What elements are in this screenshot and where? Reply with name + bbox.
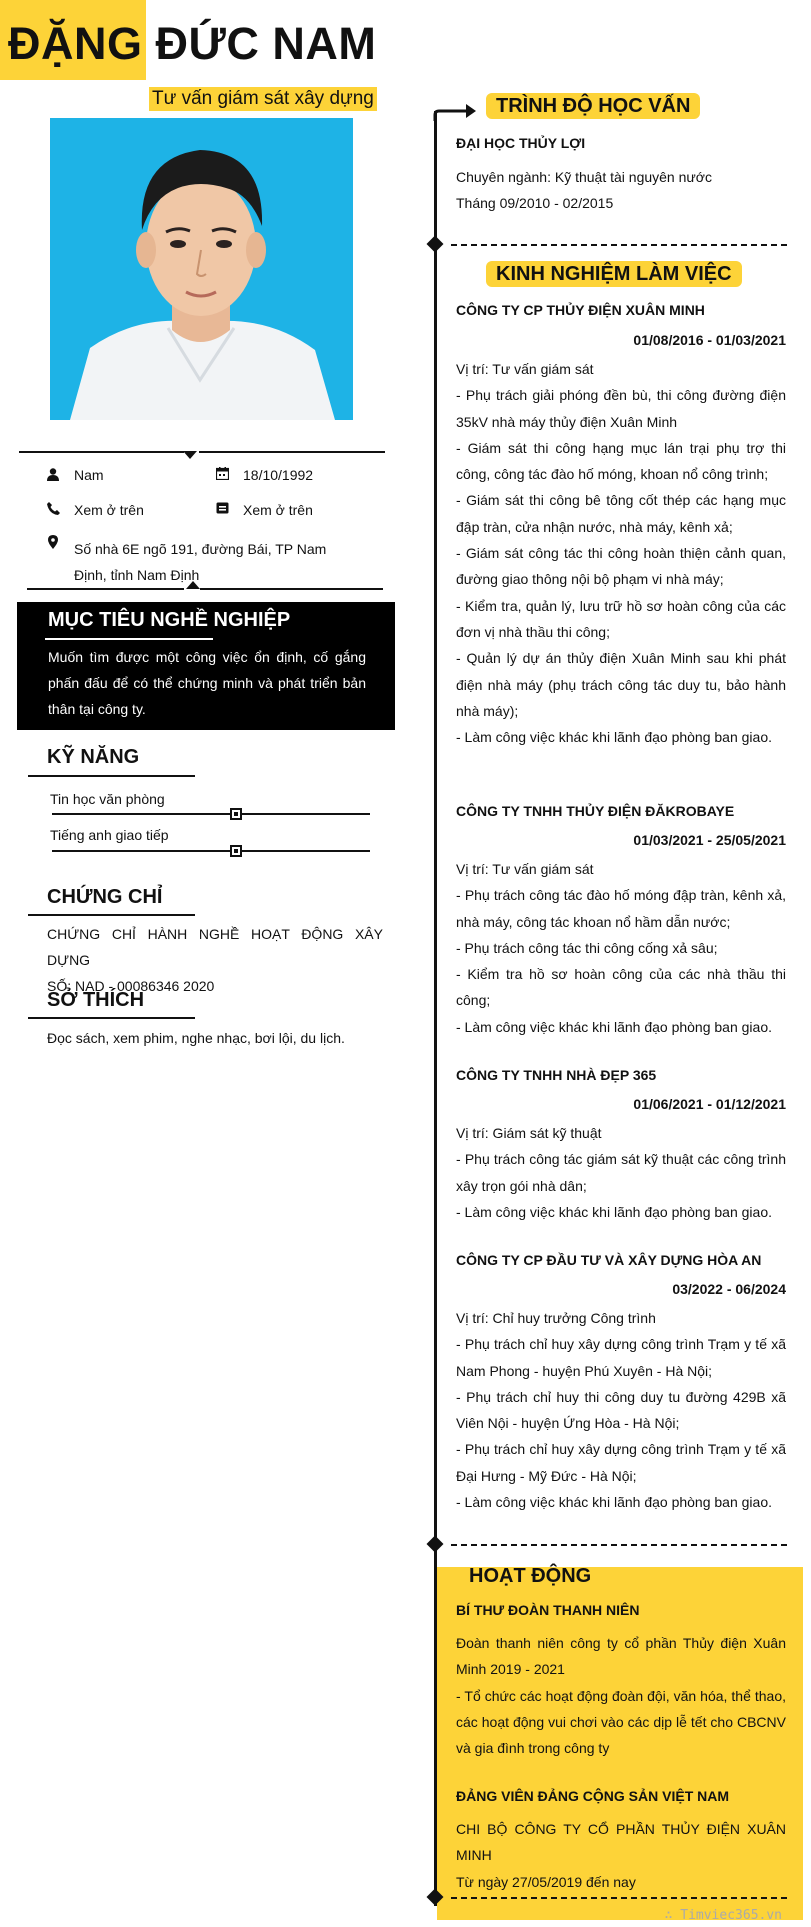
- objective-text: Muốn tìm được một công việc ổn định, cố gắng phấn đấu để có thể chứng minh và phát triển bản thân tại công ty.: [48, 649, 366, 717]
- timeline-arrow: [433, 101, 477, 121]
- job-line: - Làm công việc khác khi lãnh đạo phòng ban giao.: [456, 729, 772, 746]
- job-line: - Phụ trách chỉ huy thi công duy tu đường 429B xã Viên Nội - huyện Ứng Hòa - Hà Nội;: [456, 1388, 786, 1432]
- avatar: [50, 118, 353, 420]
- job-line: - Làm công việc khác khi lãnh đạo phòng ban giao.: [456, 1494, 772, 1511]
- profile-photo: [50, 118, 353, 420]
- job-line: Vị trí: Giám sát kỹ thuật: [456, 1125, 602, 1141]
- address-line-2: Định, tỉnh Nam Định: [74, 567, 200, 583]
- watermark: [665, 1908, 782, 1923]
- email-icon: [215, 501, 229, 515]
- activity-line: Đoàn thanh niên công ty cổ phần Thủy điện Xuân Minh 2019 - 2021: [456, 1635, 786, 1678]
- divider: [199, 451, 385, 453]
- candidate-position: Tư vấn giám sát xây dựng: [149, 87, 377, 111]
- certificates-underline: [28, 914, 195, 916]
- activity-heading: BÍ THƯ ĐOÀN THANH NIÊN: [456, 1602, 640, 1618]
- job-line: - Giám sát thi công hạng mục lán trại phụ trợ thi công, công tác đào hố móng, khoan nổ công trình;: [456, 439, 786, 483]
- skill-name: Tin học văn phòng: [50, 791, 165, 807]
- address-line-1: Số nhà 6E ngõ 191, đường Bái, TP Nam: [74, 541, 327, 557]
- job-details: [456, 1120, 786, 1225]
- job-date: 01/08/2016 - 01/03/2021: [633, 332, 786, 348]
- job-company: CÔNG TY CP ĐẦU TƯ VÀ XÂY DỰNG HÒA AN: [456, 1252, 762, 1268]
- skill-name: Tiếng anh giao tiếp: [50, 827, 169, 843]
- job-line: - Quản lý dự án thủy điện Xuân Minh sau khi phát điện nhà máy (phụ trách công tác duy tu, bảo hành nhà máy);: [456, 650, 786, 719]
- objective-section: [17, 602, 395, 730]
- job-date: 01/03/2021 - 25/05/2021: [633, 832, 786, 848]
- user-icon: [46, 467, 60, 481]
- skill-level-marker: [230, 845, 242, 857]
- job-line: Vị trí: Chỉ huy trưởng Công trình: [456, 1310, 656, 1326]
- divider-arrow: [186, 581, 200, 589]
- skill-level-marker: [230, 808, 242, 820]
- job-date: 03/2022 - 06/2024: [672, 1281, 786, 1297]
- birthday-value: 18/10/1992: [243, 467, 314, 483]
- activity-line: - Tổ chức các hoạt động đoàn đội, văn hóa, thể thao, các hoạt động vui chơi vào các dịp lễ tết cho CBCNV và gia đình trong công ty: [456, 1687, 786, 1757]
- job-line: Vị trí: Tư vấn giám sát: [456, 861, 594, 877]
- education-title: TRÌNH ĐỘ HỌC VẤN: [486, 93, 700, 119]
- job-company: CÔNG TY CP THỦY ĐIỆN XUÂN MINH: [456, 302, 705, 318]
- certificate-line-2: SỐ: NAD - 00086346 2020: [47, 978, 215, 994]
- job-details: [456, 356, 786, 750]
- watermark-text: Timviec365.vn: [680, 1908, 782, 1923]
- section-separator: [451, 1897, 787, 1899]
- address-value: [74, 536, 326, 588]
- activity-line: CHI BỘ CÔNG TY CỔ PHẦN THỦY ĐIỆN XUÂN MINH: [456, 1821, 786, 1864]
- hobbies-title: SỞ THÍCH: [47, 989, 145, 1011]
- certificate-line-1: CHỨNG CHỈ HÀNH NGHỀ HOẠT ĐỘNG XÂY DỰNG: [47, 926, 383, 968]
- objective-underline: [45, 638, 213, 640]
- job-line: - Kiểm tra, quản lý, lưu trữ hồ sơ hoàn công của các đơn vị nhà thầu thi công;: [456, 597, 786, 640]
- job-company: CÔNG TY TNHH THỦY ĐIỆN ĐĂKROBAYE: [456, 803, 735, 819]
- activity-details: [456, 1816, 786, 1895]
- experience-title: KINH NGHIỆM LÀM VIỆC: [486, 261, 742, 287]
- job-line: - Phụ trách công tác thi công cống xả sâu;: [456, 939, 718, 956]
- skills-underline: [28, 775, 195, 777]
- divider-arrow: [183, 451, 197, 459]
- activity-details: [456, 1630, 786, 1761]
- objective-title: MỤC TIÊU NGHỀ NGHIỆP: [48, 609, 291, 631]
- job-line: - Kiểm tra hồ sơ hoàn công của các nhà thầu thi công;: [456, 966, 786, 1009]
- job-line: - Phụ trách chỉ huy xây dựng công trình Trạm y tế xã Nam Phong - huyện Phú Xuyên - Hà Nội;: [456, 1336, 786, 1379]
- skill-bar: [52, 813, 370, 815]
- job-line: - Làm công việc khác khi lãnh đạo phòng ban giao.: [456, 1018, 772, 1035]
- job-line: - Phụ trách chỉ huy xây dựng công trình Trạm y tế xã Đại Hưng - Mỹ Đức - Hà Nội;: [456, 1441, 786, 1484]
- job-line: Vị trí: Tư vấn giám sát: [456, 361, 594, 377]
- divider: [200, 588, 383, 590]
- skills-title: KỸ NĂNG: [47, 746, 140, 768]
- skill-bar: [52, 850, 370, 852]
- hobbies-underline: [28, 1017, 195, 1019]
- job-date: 01/06/2021 - 01/12/2021: [633, 1096, 786, 1112]
- timeline-node: [427, 1536, 444, 1553]
- education-period: Tháng 09/2010 - 02/2015: [456, 195, 614, 211]
- divider: [27, 588, 184, 590]
- phone-value: Xem ở trên: [74, 502, 144, 518]
- job-line: - Phụ trách công tác đào hố móng đập tràn, kênh xả, nhà máy, công tác khoan nổ hầm dẫn nước;: [456, 887, 786, 930]
- divider: [19, 451, 184, 453]
- activity-line: Từ ngày 27/05/2019 đến nay: [456, 1873, 636, 1890]
- job-details: [456, 1305, 786, 1515]
- certificates-title: CHỨNG CHỈ: [47, 886, 163, 908]
- certificates-content: [47, 921, 383, 999]
- hobbies-text: Đọc sách, xem phim, nghe nhạc, bơi lội, du lịch.: [47, 1030, 345, 1046]
- candidate-name: ĐẶNG ĐỨC NAM: [8, 18, 377, 69]
- timeline-node: [427, 236, 444, 253]
- calendar-icon: [215, 466, 229, 480]
- activities-title: HOẠT ĐỘNG: [469, 1565, 592, 1587]
- job-company: CÔNG TY TNHH NHÀ ĐẸP 365: [456, 1067, 657, 1083]
- section-separator: [451, 244, 787, 246]
- job-line: - Giám sát công tác thi công hoàn thiện cảnh quan, đường giao thông nội bộ phạm vi nhà máy;: [456, 545, 786, 588]
- location-icon: [46, 535, 60, 549]
- phone-icon: [46, 501, 60, 515]
- education-major: Chuyên ngành: Kỹ thuật tài nguyên nước: [456, 169, 712, 185]
- watermark-icon: ∴: [664, 1908, 681, 1923]
- email-value: Xem ở trên: [243, 502, 313, 518]
- job-line: - Giám sát thi công bê tông cốt thép các hạng mục đập tràn, cửa nhận nước, nhà máy, kênh xả;: [456, 492, 786, 535]
- job-line: - Làm công việc khác khi lãnh đạo phòng ban giao.: [456, 1203, 772, 1220]
- job-line: - Phụ trách công tác giám sát kỹ thuật các công trình xây trọn gói nhà dân;: [456, 1151, 786, 1194]
- gender-value: Nam: [74, 467, 104, 483]
- education-title-wrap: [486, 95, 700, 118]
- activity-heading: ĐẢNG VIÊN ĐẢNG CỘNG SẢN VIỆT NAM: [456, 1788, 730, 1804]
- job-details: [456, 856, 786, 1040]
- section-separator: [451, 1544, 787, 1546]
- experience-title-wrap: [486, 263, 742, 286]
- job-line: - Phụ trách giải phóng đền bù, thi công đường điện 35kV nhà máy thủy điện Xuân Minh: [456, 387, 786, 430]
- education-school: ĐẠI HỌC THỦY LỢI: [456, 135, 586, 151]
